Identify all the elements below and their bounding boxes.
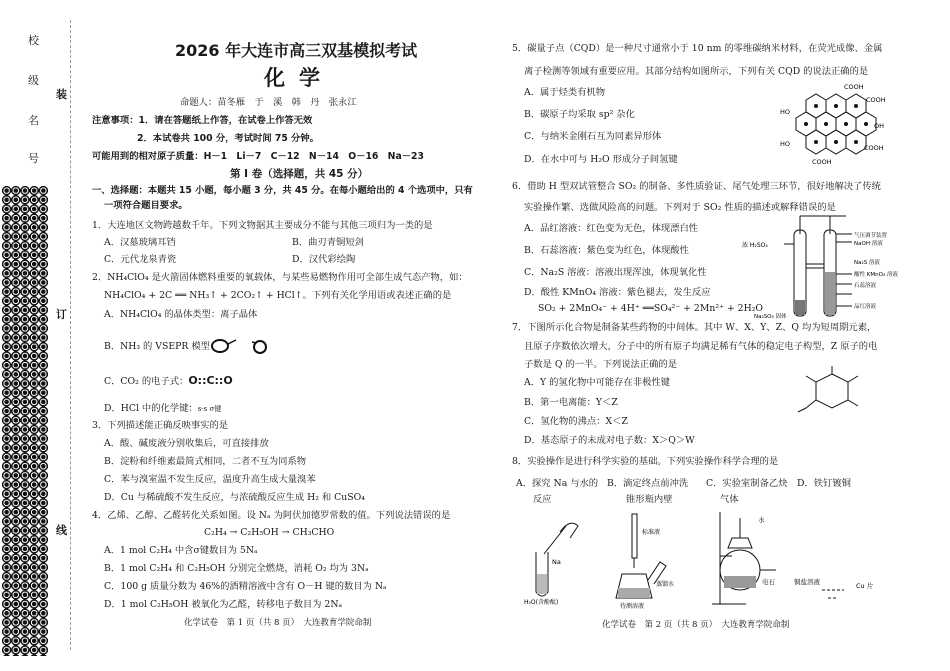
q7-stem-2: 且原子序数依次增大，分子中的所有原子均满足稀有气体的稳定电子构型，Z 原子的电 [524,341,878,352]
seal-mark-zhuang: 装 [56,88,67,101]
q8-figure-b [612,512,692,610]
figC-carbide-label: 电石 [762,578,775,586]
q5-option-a: A．属于烃类有机物 [524,87,606,98]
part-one-heading: 第 Ⅰ 卷（选择题，共 45 分） [230,168,369,180]
cqd-label-2: COOH [866,96,886,104]
section-intro-2: 一项符合题目要求。 [104,200,188,211]
q7-option-a: A．Y 的氢化物中可能存在非极性键 [524,377,670,388]
seal-mark-xian: 线 [56,524,67,537]
footer-page-2: 化学试卷 第 2 页（共 8 页） 大连教育学院命制 [602,620,790,630]
q1-stem: 1．大连地区文物跨越数千年。下列文物据其主要成分不能与其他三项归为一类的是 [92,220,433,231]
q7-option-c: C．氢化物的沸点：X＜Z [524,416,628,427]
q7-option-d: D．基态原子的未成对电子数：X＞Q＞W [524,435,695,446]
q7-stem-3: 子数是 Q 的一半。下列说法正确的是 [524,359,677,370]
q2-option-d [104,402,221,416]
grade-label: 级 [28,74,39,87]
q4-equation: C₂H₄ → C₂H₅OH → CH₃CHO [204,527,335,538]
atomic-masses: 可能用到的相对原子质量：H－1 Li－7 C－12 N－14 O－16 Na－23 [92,151,424,162]
cqd-label-3: HO [780,108,791,116]
figA-water-label: H₂O(含酚酞) [524,599,559,606]
q4-stem: 4．乙烯、乙醇、乙醛转化关系如图。设 Nₐ 为阿伏加德罗常数的值。下列说法错误的是 [92,510,451,521]
vsepr-model-figure [208,334,278,358]
q5-option-d: D．在水中可与 H₂O 形成分子间氢键 [524,154,678,165]
q2-option-a: A．NH₄ClO₄ 的晶体类型：离子晶体 [104,309,258,320]
figA-na-label: Na [552,558,561,566]
q2-stem-1: 2．NH₄ClO₄ 是火箭固体燃料重要的氧载体，与某些易燃物作用可全部生成气态产物，如： [92,272,468,283]
q3-option-a: A．酸、碱废液分别收集后，可直接排放 [104,438,269,449]
authors: 命题人：苗冬雁 于 溪 韩 丹 张永江 [180,97,357,108]
q5-option-c: C．与纳米金刚石互为同素异形体 [524,131,662,142]
q2-option-d-bond: s-s σ键 [197,405,222,413]
q1-option-d: D．汉代彩绘陶 [292,254,356,265]
notice-1: 1．请在答题纸上作答，在试卷上作答无效 [138,115,313,126]
q8-figure-c [706,508,796,610]
q4-option-a: A．1 mol C₂H₄ 中含σ键数目为 5Nₐ [104,545,258,556]
q2-option-c [104,374,233,388]
q7-compound-figure [792,364,872,420]
fig6-label-2: NaOH 溶液 [854,241,883,247]
fig6-label-4: 酸性 KMnO₄ 溶液 [854,272,898,278]
q8-option-a-line2: 反应 [533,494,552,505]
q8-option-d: D．铁钉镀铜 [797,478,851,489]
h-tube-apparatus-figure [742,214,910,322]
q1-option-a: A．汉墓玻璃耳铛 [104,237,176,248]
q4-option-d: D．1 mol C₂H₅OH 被氧化为乙醛，转移电子数目为 2Nₐ [104,599,343,610]
q4-option-b: B．1 mol C₂H₄ 和 C₂H₅OH 分别完全燃烧，消耗 O₂ 均为 3Nₐ [104,563,369,574]
q3-stem: 3．下列描述能正确反映事实的是 [92,420,229,431]
q8-figure-a [520,512,600,604]
decorative-border-pattern [2,186,48,656]
cqd-label-5: COOH [864,144,884,152]
q5-option-b: B．碳原子均采取 sp² 杂化 [524,109,635,120]
q7-option-b: B．第一电离能：Y＜Z [524,397,618,408]
fig6-label-5: 石蕊溶液 [854,283,877,289]
q6-option-a: A．品红溶液：红色变为无色，体现漂白性 [524,223,699,234]
subject-title: 化学 [264,66,334,90]
q2-stem-2: NH₄ClO₄ + 2C ══ NH₃↑ + 2CO₂↑ + HCl↑。下列有关化学用语或表述正确的是 [104,290,452,301]
figB-label-2: 蒸馏水 [656,581,675,588]
q2-option-b: B．NH₃ 的 VSEPR 模型： [104,341,220,352]
q3-option-d: D．Cu 与稀硫酸不发生反应，与浓硫酸反应生成 H₂ 和 CuSO₄ [104,492,365,503]
q6-option-c: C．Na₂S 溶液：溶液出现浑浊，体现氧化性 [524,267,707,278]
q8-option-c-line2: 气体 [720,494,739,505]
exam-title: 2026 年大连市高三双基模拟考试 [175,41,418,60]
fig6-label-1: 气压调节装置 [854,233,888,239]
notice-label: 注意事项： [92,115,139,126]
q2-option-c-label: C．CO₂ 的电子式： [104,376,189,387]
co2-electron-formula: O꞉꞉C꞉꞉O [188,374,233,387]
fig6-left-label: 浓 H₂SO₄ [742,242,768,249]
name-label: 名 [28,114,39,127]
school-label: 校 [28,34,39,47]
cqd-label-4: OH [874,122,885,130]
q6-option-d-equation: SO₂ + 2MnO₄⁻ + 4H⁺ ══SO₄²⁻ + 2Mn²⁺ + 2H₂O [538,303,764,314]
fig6-bottom-label: Na₂SO₃ 固体 [754,314,787,320]
fig6-label-3: Na₂S 溶液 [854,260,880,266]
binding-gutter [0,0,92,671]
cqd-label-1: COOH [844,83,864,91]
q3-option-c: C．苯与溴室温不发生反应，温度升高生成大量溴苯 [104,474,316,485]
figB-label-3: 待测溶液 [620,603,645,610]
q8-option-c: C．实验室制备乙炔 [706,478,788,489]
figD-cu-label: Cu 片 [856,582,874,590]
q5-stem-1: 5．碳量子点（CQD）是一种尺寸通常小于 10 nm 的零维碳纳米材料，在荧光成像、金属 [512,43,883,54]
section-intro-1: 一、选择题：本题共 15 小题，每小题 3 分，共 45 分。在每小题给出的 4 个选项中，只有 [92,185,473,196]
cqd-label-7: COOH [812,158,832,166]
number-label: 号 [28,152,39,165]
cqd-structure-figure [776,80,886,166]
fig6-label-6: 品红溶液 [854,304,877,310]
cqd-label-6: HO [780,140,791,148]
q6-option-d: D．酸性 KMnO₄ 溶液：紫色褪去，发生反应 [524,287,711,298]
q6-option-b: B．石蕊溶液：紫色变为红色，体现酸性 [524,245,689,256]
notice-line-1 [92,114,312,127]
q1-option-b: B．曲刃青铜短剑 [292,237,364,248]
seal-mark-ding: 订 [56,308,67,321]
figD-solution-label: 铜盐溶液 [794,578,820,586]
q4-option-c: C．100 g 质量分数为 46%的酒精溶液中含有 O－H 键的数目为 Nₐ [104,581,387,592]
q1-option-c: C．元代龙泉青瓷 [104,254,177,265]
q6-stem-1: 6．借助 H 型双试管整合 SO₂ 的制备、多性质验证、尾气处理三环节，很好地解决了传统 [512,181,881,192]
q8-option-b: B．滴定终点前冲洗 [607,478,689,489]
figC-water-label: 水 [758,516,765,524]
q3-option-b: B．淀粉和纤维素最简式相同，二者不互为同系物 [104,456,307,467]
seal-dashed-line [70,20,71,650]
figB-label-1: 标准液 [642,529,661,536]
notice-2: 2．本试卷共 100 分，考试时间 75 分钟。 [137,133,319,144]
footer-page-1: 化学试卷 第 1 页（共 8 页） 大连教育学院命制 [184,618,372,628]
q7-stem-1: 7．下图所示化合物是制备某些药物的中间体。其中 W、X、Y、Z、Q 均为短周期元素， [512,322,877,333]
q8-option-b-line2: 锥形瓶内壁 [626,494,673,505]
q2-option-d-label: D．HCl 中的化学键： [104,403,198,414]
q8-stem: 8．实验操作是进行科学实验的基础。下列实验操作科学合理的是 [512,456,779,467]
q6-stem-2: 实验操作繁、选做风险高的问题。下列对于 SO₂ 性质的描述或解释错误的是 [524,202,836,213]
q8-option-a: A．探究 Na 与水的 [516,478,599,489]
q8-figure-d [792,560,902,608]
q5-stem-2: 离子检测等领域有重要应用。其部分结构如图所示，下列有关 CQD 的说法正确的是 [524,66,869,77]
